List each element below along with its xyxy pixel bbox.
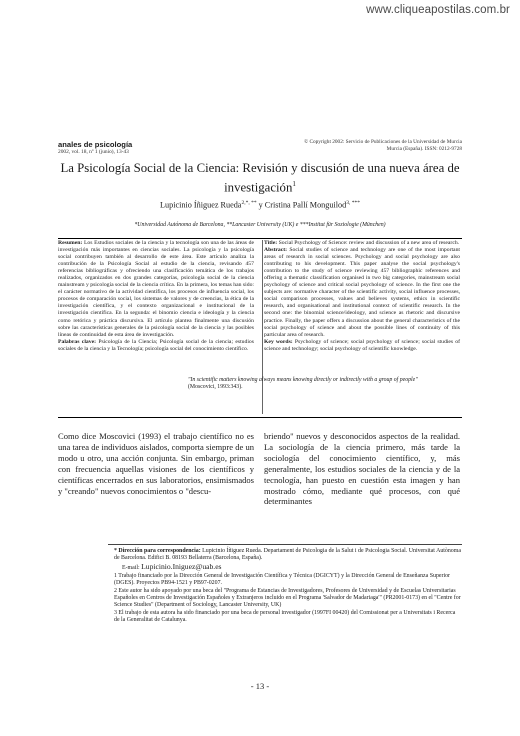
english-title-label: Title: xyxy=(264,240,278,246)
correspondence-note xyxy=(114,548,462,562)
resumen-label: Resumen: xyxy=(58,240,83,246)
footnotes xyxy=(114,548,462,625)
footnote-2: 2 Este autor ha sido apoyado por una beca del "Programa de Estancias de Investigadores, Profesores de Universidad y de Escuelas Universitarias Españoles en Centros de Investigación Españoles y Extranjeros incluido en el Programa 'Salvador de Madariaga'" (PR2001-0173) en el "Centre for Science Studies" (Department of Sociology, Lancaster University, UK) xyxy=(114,587,461,608)
affiliations: *Universidad Autónoma de Barcelona, **Lancaster University (UK) e ***Institut für Soziologie (München) xyxy=(134,222,386,228)
palabras-clave-label: Palabras clave: xyxy=(58,338,97,345)
copyright-line-1: © Copyright 2002: Servicio de Publicaciones de la Universidad de Murcia xyxy=(304,139,462,145)
email-label: E-mail: xyxy=(122,564,142,571)
abstract-text: Social studies of science and technology are one of the most important areas of research in social sciences. Psychology and social psychology are also contributing to his development. This paper analyse the social psychology's contribution to the study of science reviewing 457 bibliographic references and offering a thematic classification organised in two big categories, mainstream social psychology of science and critical social psychology of science. In the first one the subjects are: normative character of the scientific activity, social influence processes, social comparison processes, values and believes systems, ethics in scientific research, and organisational and institutional context of scientific research. In the second one: the binomial science/ideology, and science as rhetoric and discursive practice. Finally, the paper offers a discussion about the general characteristics of the social psychology of science and about the possible lines of continuity of this particular area of research. xyxy=(264,247,460,338)
abstract-label: Abstract: xyxy=(264,247,288,254)
abstract-spanish xyxy=(58,240,254,353)
author-2: Cristina Pallí Monguilod xyxy=(264,200,347,210)
epigraph-text: "In scientific matters knowing always means knowing directly or indirectly with a group of people" xyxy=(188,377,418,383)
correspondence-text: Lupicinio Íñiguez Rueda. Departament de Psicologia de la Salut i de Psicologia Social. Universitat Autònoma de Barcelona. Edifici B. 08193 Bellaterra (Barcelona, España). xyxy=(114,548,461,562)
title-footnote-mark: 1 xyxy=(292,180,296,188)
epigraph xyxy=(188,377,462,391)
paper-title xyxy=(58,160,462,195)
author-connector: y xyxy=(256,200,265,210)
author-2-marks: 3, *** xyxy=(346,200,360,206)
author-1: Lupicinio Íñiguez Rueda xyxy=(160,200,242,210)
copyright-line-2: Murcia (España). ISSN: 0212-9728 xyxy=(386,146,462,152)
epigraph-source: (Moscovici, 1993:343). xyxy=(188,384,243,391)
footnote-1: 1 Trabajo financiado por la Dirección General de Investigación Científica y Técnica (DGICYT) y la Dirección General de Enseñanza Superior (DGES). Proyectos PB94-1521 y PB97-0207. xyxy=(114,572,451,586)
keywords-text: Psychology of science; social psychology of science; social studies of science and technology; social psychology of scientific knowledge. xyxy=(264,338,460,352)
author-line xyxy=(58,200,462,210)
copyright-notice xyxy=(252,139,462,153)
footnote-divider xyxy=(108,544,462,545)
abstract-english xyxy=(264,240,460,353)
keywords-label: Key words: xyxy=(264,338,293,345)
journal-volume-info: 2002, vol. 18, nº 1 (junio), 13-43 xyxy=(58,149,129,155)
email-line xyxy=(114,563,462,572)
body-column-left: Como dice Moscovici (1993) el trabajo científico no es una tarea de individuos aislados, comporta siempre de un modo u otro, una acción conjunta. Sin embargo, priman con frecuencia aquellas visiones de los científicos y científicas encerrados en sus laboratorios, ensimismados y "creando" nuevos conocimientos o "descu- xyxy=(58,431,254,496)
resumen-text: Los Estudios sociales de la ciencia y la tecnología son una de las áreas de investigación más importantes en ciencias sociales. La psicología y la psicología social contribuyen también al desarrollo de este área. Este artículo analiza la contribución de la Psicología Social al estudio de la ciencia, revisando 457 referencias bibliográficas y ofreciendo una clasificación temática de los trabajos realizados, organizados en dos grandes categorías, psicología social de la ciencia mainstream y psicología social de la ciencia crítica. En la primera, los temas han sido: el carácter normativo de la actividad científica, los procesos de influencia social, los procesos de comparación social, los sistemas de valores y de creencias, la ética de la investigación científica, y el contexto organizacional e institucional de la investigación científica. En la segunda: el binomio ciencia e ideología y la ciencia como retórica y práctica discursiva. El artículo plantea finalmente una discusión sobre las características generales de la psicología social de la ciencia y las posibles líneas de continuidad de esta área de investigación. xyxy=(58,240,254,338)
page-number: - 13 - xyxy=(250,681,270,691)
watermark-url: www.cliqueapostilas.com.br xyxy=(366,4,510,16)
paper-title-text: La Psicología Social de la Ciencia: Revisión y discusión de una nueva área de investigación xyxy=(60,161,460,195)
journal-name: anales de psicología xyxy=(58,140,133,149)
body-column-right: briendo" nuevos y desconocidos aspectos de la realidad. La sociología de la ciencia primero, más tarde la sociología del conocimiento científico, y, más generalmente, los estudios sociales de la ciencia y de la tecnología, han puesto en cuestión esta imagen y han mostrado cómo, mediante qué procesos, con qué determinantes xyxy=(264,431,460,507)
footnote-3: 3 El trabajo de esta autora ha sido financiado por una beca de personal investigador (1997FI 00420) del Comissionat per a Universitats i Recerca de la Generalitat de Catalunya. xyxy=(114,609,456,623)
correspondence-label: * Dirección para correspondencia: xyxy=(114,548,201,554)
author-1-marks: 2,*, ** xyxy=(241,200,257,206)
palabras-clave-text: Psicología de la Ciencia; Psicología social de la ciencia; estudios sociales de la ciencia y la Tecnología; psicología social del conocimiento científico. xyxy=(58,338,254,352)
email-address[interactable]: Lupicinio.Iniguez@uab.es xyxy=(141,561,222,571)
english-title-text: Social Psychology of Science: review and discussion of a new area of research. xyxy=(277,240,460,246)
